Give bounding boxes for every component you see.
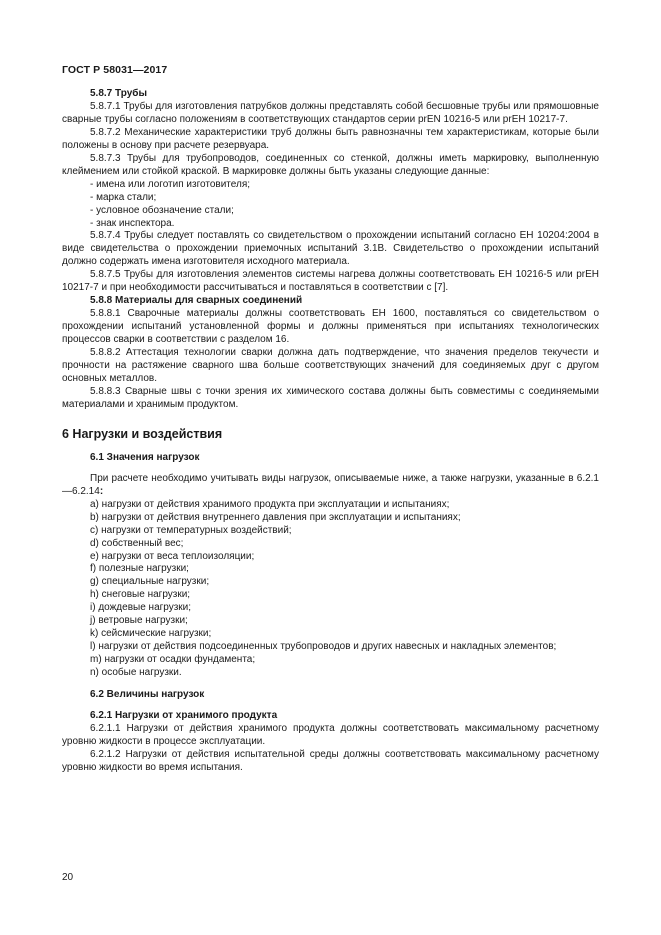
paragraph-6-2-1-1: 6.2.1.1 Нагрузки от действия хранимого продукта должны соответствовать максимальному расчетному уровню жидкости в процессе эксплуатации. xyxy=(62,722,599,747)
section-6-2-1-heading: 6.2.1 Нагрузки от хранимого продукта xyxy=(90,709,278,721)
list-item: - имена или логотип изготовителя; xyxy=(90,178,251,190)
list-item: e) нагрузки от веса теплоизоляции; xyxy=(90,550,255,562)
paragraph-5-8-7-2: 5.8.7.2 Механические характеристики труб должны быть равнозначны тем характеристикам, которые были положены в основу при расчете резервуара. xyxy=(62,126,599,151)
paragraph-5-8-8-1: 5.8.8.1 Сварочные материалы должны соответствовать ЕН 1600, поставляться со свидетельством о прохождении испытаний установленной формы и должны применяться при испытаниях технологических процессов сварки в соответствии с разделом 16. xyxy=(62,308,599,346)
paragraph-6-2-1-2: 6.2.1.2 Нагрузки от действия испытательной среды должны соответствовать максимальному расчетному уровню жидкости во время испытания. xyxy=(62,748,599,773)
paragraph-5-8-7-5: 5.8.7.5 Трубы для изготовления элементов системы нагрева должны соответствовать ЕН 10216-5 или prEH 10217-7 и при необходимости рассчитываться и поставляться в соответствии с [7]. xyxy=(62,269,599,294)
page-body xyxy=(62,88,599,775)
list-item: k) сейсмические нагрузки; xyxy=(90,628,212,640)
spacer xyxy=(62,680,599,689)
intro-colon: : xyxy=(99,485,104,497)
list-item: j) ветровые нагрузки; xyxy=(90,615,188,627)
list-item: h) снеговые нагрузки; xyxy=(90,589,191,601)
list-item: b) нагрузки от действия внутреннего давления при эксплуатации и испытаниях; xyxy=(90,511,461,523)
section-6-1-heading: 6.1 Значения нагрузок xyxy=(90,451,200,463)
page-number: 20 xyxy=(62,872,74,883)
list-item: f) полезные нагрузки; xyxy=(90,563,189,575)
section-5-8-8-heading: 5.8.8 Материалы для сварных соединений xyxy=(90,295,303,307)
standard-header: ГОСТ Р 58031—2017 xyxy=(62,64,168,76)
list-item: - условное обозначение стали; xyxy=(90,204,234,216)
list-item: c) нагрузки от температурных воздействий; xyxy=(90,524,292,536)
list-item: d) собственный вес; xyxy=(90,537,184,549)
section-6-2-heading: 6.2 Величины нагрузок xyxy=(90,689,205,701)
intro-text: При расчете необходимо учитывать виды нагрузок, описываемые ниже, а также нагрузки, указанные в 6.2.1—6.2.14 xyxy=(62,472,599,497)
list-item: n) особые нагрузки. xyxy=(90,667,182,679)
paragraph-5-8-7-3: 5.8.7.3 Трубы для трубопроводов, соединенных со стенкой, должны иметь маркировку, выполненную клеймением или стойкой краской. В маркировке должны быть указаны следующие данные: xyxy=(62,152,599,177)
list-item: - марка стали; xyxy=(90,191,157,203)
list-item: m) нагрузки от осадки фундамента; xyxy=(90,654,256,666)
list-item: l) нагрузки от действия подсоединенных трубопроводов и других навесных и накладных элементов; xyxy=(90,641,557,653)
list-item: a) нагрузки от действия хранимого продукта при эксплуатации и испытаниях; xyxy=(90,498,450,510)
section-6-heading: 6 Нагрузки и воздействия xyxy=(62,426,223,441)
list-item: i) дождевые нагрузки; xyxy=(90,602,192,614)
paragraph-5-8-8-3: 5.8.8.3 Сварные швы с точки зрения их химического состава должны быть совместимы с соединяемыми материалами и хранимым продуктом. xyxy=(62,385,599,410)
paragraph-5-8-7-4: 5.8.7.4 Трубы следует поставлять со свидетельством о прохождении испытаний согласно ЕН 10204:2004 в виде свидетельства о прохождении приемочных испытаний 3.1В. Свидетельство о прохождении испытаний должно содержать имена изготовителя исходного материала. xyxy=(62,230,599,268)
section-5-8-7-heading: 5.8.7 Трубы xyxy=(90,88,148,99)
paragraph-5-8-8-2: 5.8.8.2 Аттестация технологии сварки должна дать подтверждение, что значения пределов текучести и прочности на растяжение сварного шва больше соответствующих значений для соединяемых друг с другом основных металлов. xyxy=(62,347,599,384)
paragraph-6-1-intro xyxy=(62,473,599,499)
paragraph-5-8-7-1: 5.8.7.1 Трубы для изготовления патрубков должны представлять собой бесшовные трубы или прямошовные сварные трубы согласно положениям в соответствующих стандартов серии prEN 10216-5 или prEH 10217-7. xyxy=(62,100,599,125)
list-item: g) специальные нагрузки; xyxy=(90,576,210,588)
list-item: - знак инспектора. xyxy=(90,217,175,229)
